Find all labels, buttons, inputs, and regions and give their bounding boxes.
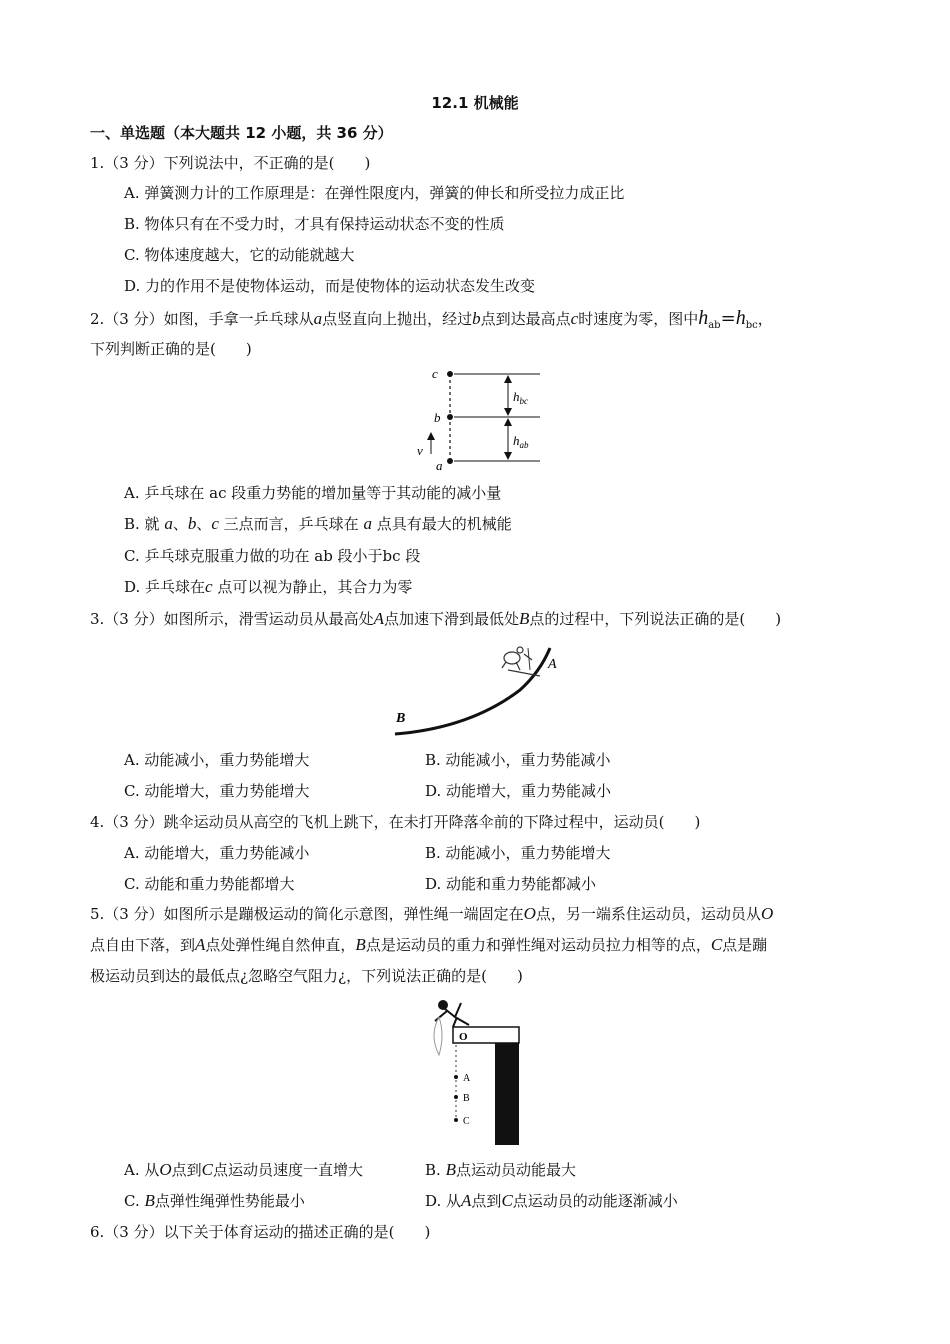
q2-figure xyxy=(412,364,552,474)
q4-stem: 4.（3 分）跳伞运动员从高空的飞机上跳下，在未打开降落伞前的下降过程中，运动员( ) xyxy=(90,813,701,831)
q4-option-d: D. 动能和重力势能都减小 xyxy=(425,875,597,893)
q3-option-d: D. 动能增大，重力势能减小 xyxy=(425,782,612,800)
q2-option-c: C. 乒乓球克服重力做的功在 ab 段小于bc 段 xyxy=(124,547,421,565)
q2-fig-label-hab: $h_{ab}$ xyxy=(513,433,529,450)
q2-point-a xyxy=(447,458,453,464)
q5-fig-label-a: A xyxy=(463,1073,471,1084)
q5-cliff xyxy=(495,1027,519,1145)
q2-stem: 2.（3 分）如图，手拿一乒乓球从a点竖直向上抛出，经过b点到达最高点c时速度为零，图中$h_{ab}=h_{bc}$， xyxy=(90,307,773,331)
q3-option-b: B. 动能减小，重力势能减小 xyxy=(425,751,611,769)
q5-stem-line2: 点自由下落，到A点处弹性绳自然伸直，B点是运动员的重力和弹性绳对运动员拉力相等的点，C点是蹦 xyxy=(90,935,768,954)
q5-fig-label-o: O xyxy=(459,1031,468,1043)
q2-fig-label-a: a xyxy=(436,458,443,473)
q2-point-b xyxy=(447,414,453,420)
page-title: 12.1 机械能 xyxy=(431,94,519,112)
q3-figure xyxy=(390,640,570,740)
section-heading: 一、单选题（本大题共 12 小题，共 36 分） xyxy=(90,124,393,142)
q1-option-d: D. 力的作用不是使物体运动，而是使物体的运动状态发生改变 xyxy=(124,277,536,295)
q4-option-a: A. 动能增大，重力势能减小 xyxy=(124,844,310,862)
q2-point-c xyxy=(447,371,453,377)
q5-figure xyxy=(425,995,525,1147)
q2-option-d: D. 乒乓球在c 点可以视为静止，其合力为零 xyxy=(124,577,413,596)
skier-icon xyxy=(502,647,540,676)
q2-fig-label-hbc: $h_{bc}$ xyxy=(513,389,528,406)
q1-option-b: B. 物体只有在不受力时，才具有保持运动状态不变的性质 xyxy=(124,215,505,233)
q1-stem: 1.（3 分）下列说法中，不正确的是( ) xyxy=(90,154,371,172)
q4-option-c: C. 动能和重力势能都增大 xyxy=(124,875,295,893)
q5-option-a: A. 从O点到C点运动员速度一直增大 xyxy=(124,1160,364,1179)
q2-fig-label-c: c xyxy=(432,366,438,381)
q3-slope xyxy=(395,648,550,734)
q6-stem: 6.（3 分）以下关于体育运动的描述正确的是( ) xyxy=(90,1223,431,1241)
q1-option-c: C. 物体速度越大，它的动能就越大 xyxy=(124,246,355,264)
q1-option-a: A. 弹簧测力计的工作原理是：在弹性限度内，弹簧的伸长和所受拉力成正比 xyxy=(124,184,625,202)
q2-fig-label-v: v xyxy=(417,443,423,458)
q3-option-a: A. 动能减小，重力势能增大 xyxy=(124,751,310,769)
q5-option-d: D. 从A点到C点运动员的动能逐渐减小 xyxy=(425,1191,678,1210)
q4-option-b: B. 动能减小，重力势能增大 xyxy=(425,844,611,862)
q5-option-c: C. B点弹性绳弹性势能最小 xyxy=(124,1191,305,1210)
q3-stem: 3.（3 分）如图所示，滑雪运动员从最高处A点加速下滑到最低处B点的过程中，下列说法正确的是( ) xyxy=(90,609,782,628)
q3-option-c: C. 动能增大，重力势能增大 xyxy=(124,782,310,800)
q5-fig-label-c: C xyxy=(463,1116,470,1127)
q5-stem-line3: 极运动员到达的最低点¿忽略空气阻力¿，下列说法正确的是( ) xyxy=(90,967,523,985)
q3-fig-label-a: A xyxy=(548,657,557,672)
q3-fig-label-b: B xyxy=(396,711,406,726)
q2-stem-line2: 下列判断正确的是( ) xyxy=(90,340,252,358)
q2-option-b: B. 就 a、b、c 三点而言，乒乓球在 a 点具有最大的机械能 xyxy=(124,514,512,533)
q5-option-b: B. B点运动员动能最大 xyxy=(425,1160,576,1179)
q5-fig-label-b: B xyxy=(463,1093,470,1104)
q5-stem-line1: 5.（3 分）如图所示是蹦极运动的简化示意图，弹性绳一端固定在O点，另一端系住运动员，运动员从O xyxy=(90,904,774,923)
q2-option-a: A. 乒乓球在 ac 段重力势能的增加量等于其动能的减小量 xyxy=(124,484,502,502)
q2-fig-label-b: b xyxy=(434,410,441,425)
